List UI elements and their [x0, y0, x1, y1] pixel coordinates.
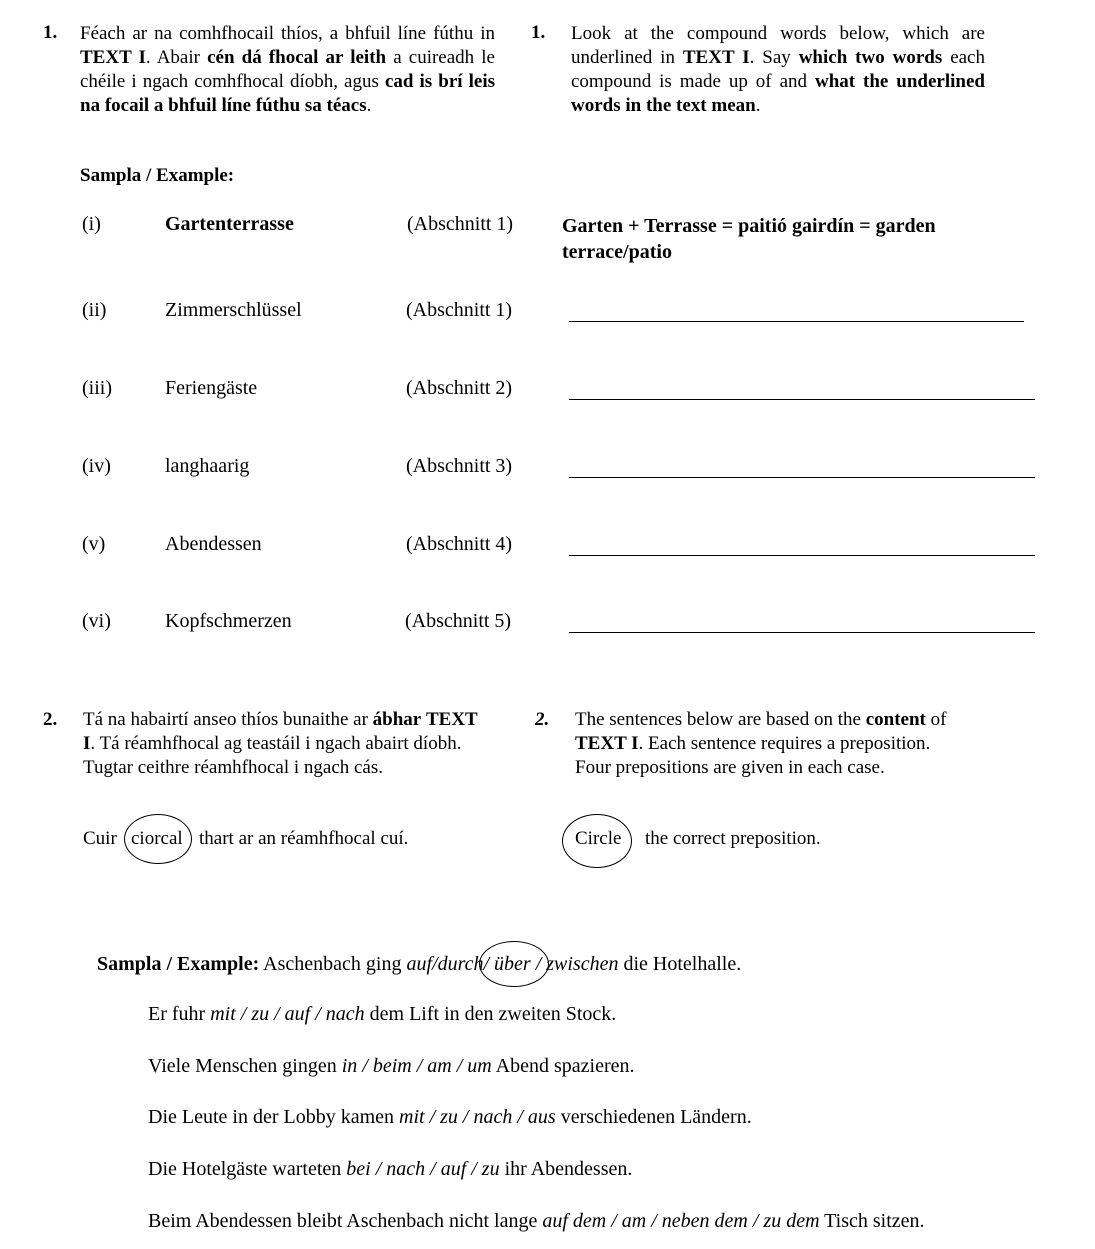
row-section: (Abschnitt 1): [406, 299, 513, 321]
text-run: . Abair: [145, 47, 208, 68]
text-run: ábhar: [372, 709, 422, 730]
q1-instructions-english: [571, 22, 985, 118]
sentence-end: Tisch sitzen.: [824, 1210, 925, 1232]
row-compound-word: Kopfschmerzen: [165, 610, 292, 632]
preposition-options[interactable]: in / beim / am / um: [341, 1055, 492, 1077]
q2-number-irish: 2.: [43, 709, 58, 730]
example-circle-mark: [479, 941, 549, 987]
practice-sentence-1: [148, 1003, 616, 1026]
text-run: The sentences below are based on the: [575, 709, 866, 730]
preposition-options[interactable]: bei / nach / auf / zu: [346, 1158, 500, 1180]
sentence-start: Die Leute in der Lobby kamen: [148, 1106, 395, 1128]
row-section: (Abschnitt 4): [406, 533, 513, 555]
row-number: (v): [82, 533, 106, 555]
row-section: (Abschnitt 1): [407, 213, 514, 235]
row-number: (iv): [82, 455, 111, 477]
sentence-end: dem Lift in den zweiten Stock.: [369, 1003, 617, 1025]
option-list[interactable]: / über / zwischen: [483, 953, 619, 975]
preposition-options[interactable]: mit / zu / nach / aus: [399, 1106, 556, 1128]
text-run: . Say: [749, 47, 799, 68]
text-run: each compound is made up of and: [571, 47, 985, 92]
text-run: cén dá fhocal ar leith: [207, 47, 387, 68]
example-answer: Garten + Terrasse = paitió gairdín = garden terrace/patio: [562, 215, 936, 263]
answer-line[interactable]: [569, 399, 1035, 400]
row-compound-word: Zimmerschlüssel: [165, 299, 302, 321]
row-section: (Abschnitt 2): [406, 377, 513, 399]
q2-number-english: 2.: [535, 709, 550, 730]
option-selected[interactable]: durch: [437, 953, 484, 975]
text-run: Tá na habairtí anseo thíos bunaithe ar: [83, 709, 373, 730]
sentence-start: Aschenbach ging: [263, 953, 402, 975]
practice-sentence-5: [148, 1210, 925, 1233]
instruction-english-circled: Circle: [575, 828, 622, 849]
sentence-end: verschiedenen Ländern.: [560, 1106, 752, 1128]
text-run: . Tá réamhfhocal ag teastáil i ngach abairt díobh. Tugtar ceithre réamhfhocal i ngach cás.: [83, 733, 462, 778]
text-run: . Each sentence requires a preposition. Four prepositions are given in each case.: [575, 733, 931, 778]
row-compound-word: Feriengäste: [165, 377, 258, 399]
example-sentence: [97, 953, 741, 976]
row-compound-word: Gartenterrasse: [165, 213, 294, 235]
preposition-options[interactable]: mit / zu / auf / nach: [210, 1003, 365, 1025]
sentence-start: Beim Abendessen bleibt Aschenbach nicht lange: [148, 1210, 538, 1232]
row-compound-word: langhaarig: [165, 455, 250, 477]
row-compound-word: Abendessen: [165, 533, 262, 555]
option-separator: /: [432, 953, 438, 975]
text-run: which two words: [798, 47, 943, 68]
row-number: (vi): [82, 610, 111, 632]
q1-number-english: 1.: [531, 22, 546, 43]
sentence-start: Er fuhr: [148, 1003, 206, 1025]
text-run: what the underlined words in the text mean: [571, 71, 985, 116]
sentence-end: Abend spazieren.: [495, 1055, 635, 1077]
answer-line[interactable]: [569, 477, 1035, 478]
practice-sentence-4: [148, 1158, 632, 1181]
q1-number-irish: 1.: [43, 22, 58, 43]
practice-sentence-2: [148, 1055, 634, 1078]
text-run: TEXT I: [682, 47, 750, 68]
instruction-irish-circled: ciorcal: [131, 828, 183, 849]
row-number: (i): [82, 213, 101, 235]
practice-sentence-3: [148, 1106, 752, 1129]
q2-instructions-irish: [83, 708, 493, 780]
instruction-english-after: the correct preposition.: [645, 828, 821, 849]
text-run: .: [755, 95, 761, 116]
sentence-end: die Hotelhalle.: [623, 953, 742, 975]
row-section: (Abschnitt 3): [406, 455, 513, 477]
q2-instructions-english: [575, 708, 965, 780]
q1-instructions-irish: [80, 22, 495, 118]
sentence-start: Die Hotelgäste warteten: [148, 1158, 342, 1180]
preposition-options[interactable]: auf dem / am / neben dem / zu dem: [542, 1210, 820, 1232]
text-run: Look at the compound words below, which are underlined in: [571, 23, 985, 68]
row-number: (ii): [82, 299, 107, 321]
text-run: TEXT I: [83, 709, 478, 754]
sentence-end: ihr Abendessen.: [504, 1158, 633, 1180]
sentence-start: Viele Menschen gingen: [148, 1055, 337, 1077]
answer-line[interactable]: [569, 321, 1024, 322]
row-section: (Abschnitt 5): [405, 610, 512, 632]
text-run: TEXT I: [80, 47, 146, 68]
text-run: of: [925, 709, 947, 730]
q1-example-label: Sampla / Example:: [80, 165, 235, 186]
text-run: TEXT I: [575, 733, 639, 754]
text-run: Féach ar na comhfhocail thíos, a bhfuil líne fúthu in: [80, 23, 495, 44]
instruction-irish-after: thart ar an réamhfhocal cuí.: [199, 828, 409, 849]
text-run: cad is brí leis na focail a bhfuil líne fúthu sa téacs: [80, 71, 495, 116]
text-run: .: [366, 95, 372, 116]
text-run: a cuireadh le chéile i ngach comhfhocal díobh, agus: [80, 47, 495, 92]
answer-line[interactable]: [569, 632, 1035, 633]
instruction-irish-before: Cuir: [83, 828, 117, 849]
option[interactable]: auf: [406, 953, 433, 975]
text-run: content: [865, 709, 926, 730]
row-number: (iii): [82, 377, 112, 399]
example-label: Sampla / Example:: [97, 953, 260, 975]
answer-line[interactable]: [569, 555, 1035, 556]
